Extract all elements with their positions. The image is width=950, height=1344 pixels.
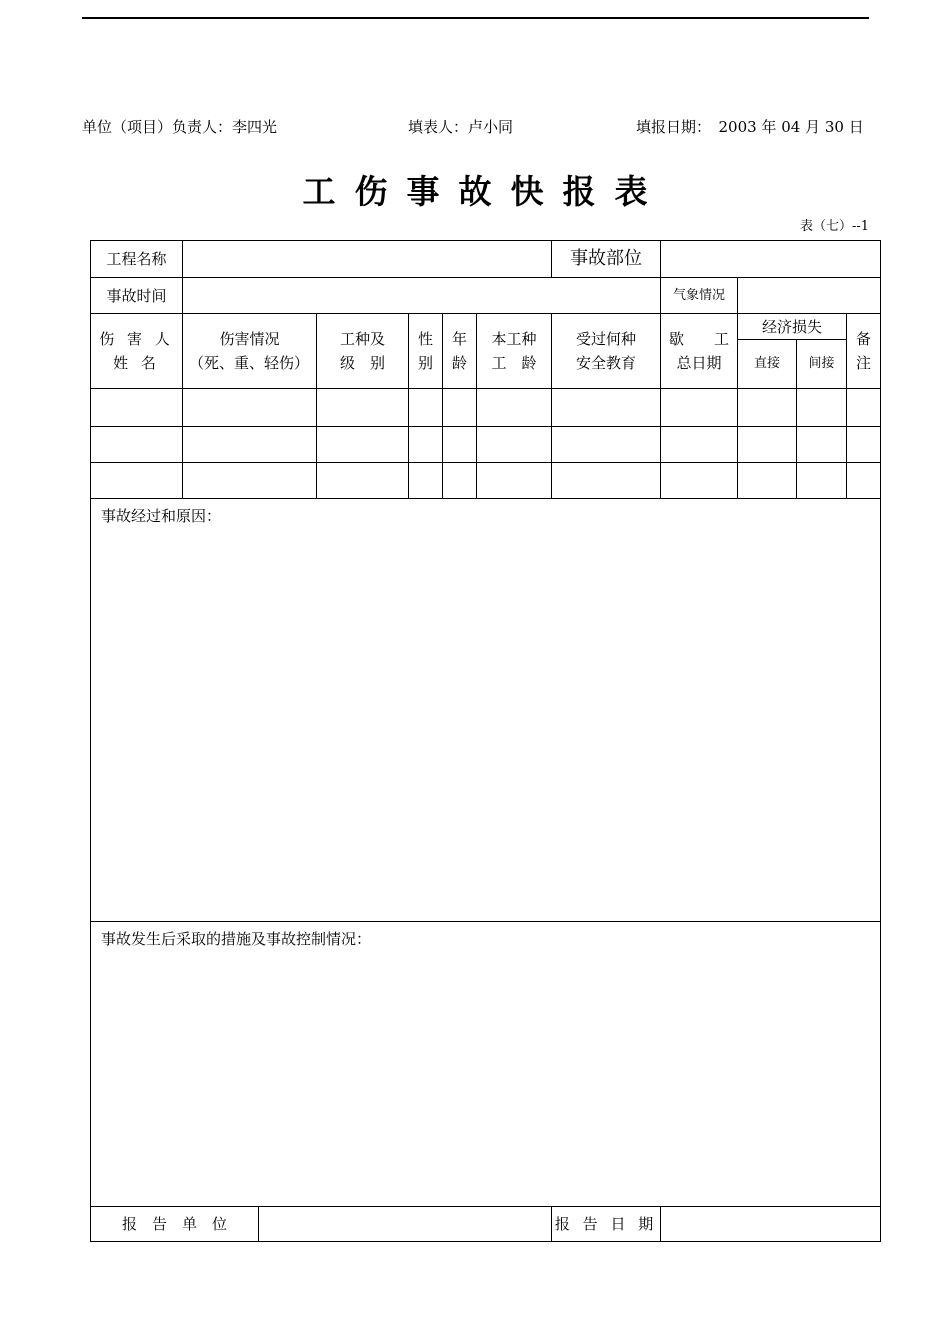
cell-direct-loss[interactable] <box>738 389 797 427</box>
cell-victim-name[interactable] <box>91 389 183 427</box>
process-cause-box[interactable] <box>91 499 881 922</box>
col-injury: 伤害情况 （死、重、轻伤） <box>183 314 317 389</box>
cell-rest-days[interactable] <box>661 427 738 463</box>
form-number: 表（七）--1 <box>799 219 869 234</box>
measures-label: 事故发生后采取的措施及事故控制情况： <box>101 930 372 948</box>
accident-time-label: 事故时间 <box>91 278 183 314</box>
report-date-label: 报 告 日 期 <box>552 1207 661 1242</box>
col-age: 年 龄 <box>443 314 477 389</box>
cell-job-grade[interactable] <box>317 427 409 463</box>
cell-gender[interactable] <box>409 427 443 463</box>
page-title: 工伤事故快报表 <box>302 172 667 211</box>
unit-leader: 单位（项目）负责人：李四光 <box>82 118 278 136</box>
measures-box[interactable] <box>91 922 881 1207</box>
report-unit-field[interactable] <box>259 1207 552 1242</box>
report-date-field[interactable] <box>661 1207 881 1242</box>
table-row <box>91 463 881 499</box>
cell-gender[interactable] <box>409 389 443 427</box>
cell-age[interactable] <box>443 389 477 427</box>
table-row <box>91 427 881 463</box>
col-economic-loss: 经济损失 <box>738 314 847 340</box>
cell-rest-days[interactable] <box>661 463 738 499</box>
col-victim-name: 伤 害 人 姓 名 <box>91 314 183 389</box>
project-name-label: 工程名称 <box>91 241 183 278</box>
col-job-years: 本工种 工 龄 <box>477 314 552 389</box>
filler: 填表人：卢小同 <box>408 118 514 136</box>
accident-report-table <box>90 240 881 1242</box>
col-gender: 性 别 <box>409 314 443 389</box>
col-job-grade: 工种及 级 别 <box>317 314 409 389</box>
cell-job-grade[interactable] <box>317 463 409 499</box>
cell-gender[interactable] <box>409 463 443 499</box>
col-remarks: 备 注 <box>847 314 881 389</box>
col-indirect-loss: 间接 <box>797 340 847 389</box>
project-name-field[interactable] <box>183 241 552 278</box>
cell-job-years[interactable] <box>477 427 552 463</box>
cell-injury[interactable] <box>183 463 317 499</box>
accident-location-field[interactable] <box>661 241 881 278</box>
cell-victim-name[interactable] <box>91 463 183 499</box>
col-direct-loss: 直接 <box>738 340 797 389</box>
cell-direct-loss[interactable] <box>738 463 797 499</box>
weather-label: 气象情况 <box>661 278 738 314</box>
weather-field[interactable] <box>738 278 881 314</box>
cell-remarks[interactable] <box>847 427 881 463</box>
cell-injury[interactable] <box>183 427 317 463</box>
cell-age[interactable] <box>443 463 477 499</box>
top-rule <box>82 17 869 19</box>
cell-direct-loss[interactable] <box>738 427 797 463</box>
cell-injury[interactable] <box>183 389 317 427</box>
col-rest-days: 歇 工 总日期 <box>661 314 738 389</box>
process-cause-label: 事故经过和原因： <box>101 507 222 525</box>
cell-indirect-loss[interactable] <box>797 389 847 427</box>
accident-time-field[interactable] <box>183 278 661 314</box>
cell-remarks[interactable] <box>847 463 881 499</box>
cell-safety-education[interactable] <box>552 463 661 499</box>
cell-job-grade[interactable] <box>317 389 409 427</box>
cell-age[interactable] <box>443 427 477 463</box>
cell-indirect-loss[interactable] <box>797 427 847 463</box>
cell-safety-education[interactable] <box>552 427 661 463</box>
fill-date: 填报日期： 2003 年 04 月 30 日 <box>636 118 864 136</box>
accident-location-label: 事故部位 <box>552 241 661 278</box>
col-safety-education: 受过何种 安全教育 <box>552 314 661 389</box>
cell-safety-education[interactable] <box>552 389 661 427</box>
cell-job-years[interactable] <box>477 389 552 427</box>
report-unit-label: 报 告 单 位 <box>91 1207 259 1242</box>
cell-job-years[interactable] <box>477 463 552 499</box>
cell-indirect-loss[interactable] <box>797 463 847 499</box>
cell-remarks[interactable] <box>847 389 881 427</box>
cell-rest-days[interactable] <box>661 389 738 427</box>
cell-victim-name[interactable] <box>91 427 183 463</box>
table-row <box>91 389 881 427</box>
